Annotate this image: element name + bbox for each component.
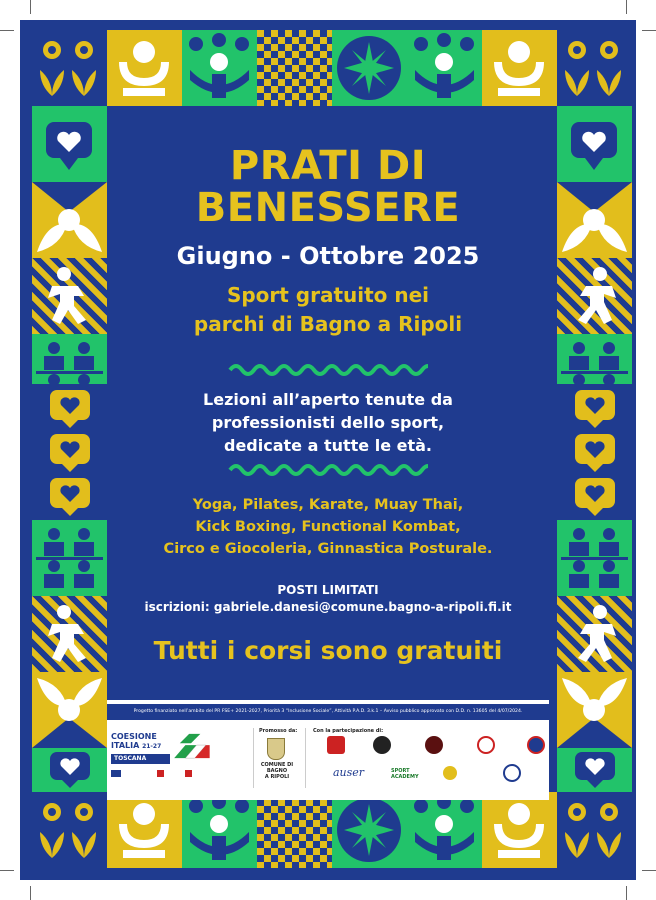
crop-mark xyxy=(626,886,627,900)
limited-seats: POSTI LIMITATI xyxy=(277,583,379,597)
tile-juggler xyxy=(182,792,257,868)
municipality-crest-icon xyxy=(267,738,285,760)
activities-line-1: Yoga, Pilates, Karate, Muay Thai, xyxy=(192,497,464,513)
coesione-line-2: ITALIA xyxy=(111,741,140,750)
subtitle-line-2: parchi di Bagno a Ripoli xyxy=(193,312,463,336)
wave-divider xyxy=(228,363,428,377)
partner-auser: auser xyxy=(333,766,365,779)
tile-group xyxy=(32,520,107,596)
sun-icon xyxy=(332,792,407,868)
leaves-icon xyxy=(32,672,107,748)
free-courses: Tutti i corsi sono gratuiti xyxy=(153,636,503,665)
title-line-1: PRATI DI xyxy=(229,143,427,189)
tile-person xyxy=(107,792,182,868)
wave-divider xyxy=(228,463,428,477)
leaves-icon xyxy=(557,182,632,258)
crop-mark xyxy=(30,886,31,900)
tile-sun xyxy=(332,30,407,106)
municipality-line-2: BAGNO xyxy=(266,768,288,774)
tile-person xyxy=(107,30,182,106)
tile-checker xyxy=(257,792,332,868)
tile-athlete xyxy=(557,596,632,672)
lessons-line-1: Lezioni all’aperto tenute da xyxy=(203,390,453,409)
tile-juggler xyxy=(182,30,257,106)
juggler-icon xyxy=(182,792,257,868)
crop-mark xyxy=(0,870,14,871)
tile-group xyxy=(557,520,632,596)
tile-leaves xyxy=(557,672,632,748)
crop-mark xyxy=(642,30,656,31)
tile-hearts xyxy=(32,384,107,516)
tile-athlete xyxy=(557,258,632,334)
sun-icon xyxy=(332,30,407,106)
tile-heart-bubble xyxy=(557,748,632,792)
tile-flowers xyxy=(32,792,107,868)
flower-icon xyxy=(32,30,107,106)
region-label: TOSCANA xyxy=(111,754,170,764)
person-icon xyxy=(482,792,557,868)
tile-leaves xyxy=(32,672,107,748)
signup-email: iscrizioni: gabriele.danesi@comune.bagno-a-ripoli.fi.it xyxy=(144,600,512,614)
tile-juggler xyxy=(407,30,482,106)
coesione-logo xyxy=(111,732,221,780)
partner-logo-2-icon xyxy=(373,736,391,754)
poster xyxy=(20,20,636,880)
group-icon xyxy=(32,520,107,596)
juggler-icon xyxy=(407,30,482,106)
flower-icon xyxy=(557,30,632,106)
partner-logo-5-icon xyxy=(527,736,545,754)
heart-bubble-icon xyxy=(557,106,632,182)
coesione-line-1: COESIONE xyxy=(111,732,157,741)
logos-strip xyxy=(107,724,549,794)
partner-logo-6-icon xyxy=(443,766,457,780)
tile-heart-bubble xyxy=(32,106,107,182)
footer-band xyxy=(107,700,549,800)
person-icon xyxy=(107,792,182,868)
activities-line-2: Kick Boxing, Functional Kombat, xyxy=(195,519,461,535)
crop-mark xyxy=(626,0,627,14)
municipality-line-1: COMUNE DI xyxy=(260,762,294,768)
tile-heart-bubble xyxy=(557,106,632,182)
leaves-icon xyxy=(557,672,632,748)
main-panel xyxy=(107,106,549,700)
tile-juggler xyxy=(407,792,482,868)
lessons-line-3: dedicate a tutte le età. xyxy=(224,436,432,455)
promoted-by-label: Promosso da: xyxy=(259,728,298,734)
tile-athlete xyxy=(32,596,107,672)
heart-bubble-icon xyxy=(557,748,632,792)
divider xyxy=(305,728,306,788)
heart-bubble-icon xyxy=(32,748,107,792)
athlete-icon xyxy=(32,258,107,334)
lessons-line-2: professionisti dello sport, xyxy=(211,413,445,432)
athlete-icon xyxy=(557,596,632,672)
athlete-icon xyxy=(32,596,107,672)
tile-hearts xyxy=(557,384,632,516)
athlete-icon xyxy=(557,258,632,334)
partner-logo-3-icon xyxy=(425,736,443,754)
group-icon xyxy=(557,520,632,596)
leaves-icon xyxy=(32,182,107,258)
tile-athlete xyxy=(32,258,107,334)
tile-sun xyxy=(332,792,407,868)
municipality-logo-text xyxy=(257,762,297,780)
eu-flag-icon xyxy=(111,770,121,777)
crop-mark xyxy=(642,870,656,871)
partner-logo-1-icon xyxy=(327,736,345,754)
participation-label: Con la partecipazione di: xyxy=(313,728,384,734)
activities-line-3: Circo e Giocoleria, Ginnastica Posturale. xyxy=(163,541,493,557)
juggler-icon xyxy=(407,792,482,868)
hearts-icon xyxy=(557,384,632,516)
event-dates: Giugno - Ottobre 2025 xyxy=(176,242,480,270)
person-icon xyxy=(107,30,182,106)
funding-note: Progetto finanziato nell’ambito del PR FSE+ 2021-2027, Priorità 3 “Inclusione Sociale”, Attività P.A.D. 3.k.1 – Avviso pubblico approvato con D.D. n. 13605 del 4/07/2024. xyxy=(107,704,549,720)
tile-checker xyxy=(257,30,332,106)
hearts-icon xyxy=(32,384,107,516)
tile-flowers xyxy=(557,30,632,106)
heart-bubble-icon xyxy=(32,106,107,182)
tile-heart-bubble xyxy=(32,748,107,792)
flower-icon xyxy=(557,792,632,868)
region-emblem-icon xyxy=(185,770,192,777)
municipality-line-3: A RIPOLI xyxy=(264,774,290,780)
coesione-title xyxy=(111,732,161,751)
crop-mark xyxy=(0,30,14,31)
divider xyxy=(253,728,254,788)
partner-logo-4-icon xyxy=(477,736,495,754)
subtitle-line-1: Sport gratuito nei xyxy=(226,283,430,307)
republic-emblem-icon xyxy=(157,770,164,777)
tile-flowers xyxy=(557,792,632,868)
tile-person xyxy=(482,30,557,106)
tile-flowers xyxy=(32,30,107,106)
title-line-2: BENESSERE xyxy=(195,185,461,231)
crop-mark xyxy=(30,0,31,14)
juggler-icon xyxy=(182,30,257,106)
coesione-arrows-icon xyxy=(171,732,211,760)
person-icon xyxy=(482,30,557,106)
tile-leaves xyxy=(32,182,107,258)
coesione-years: 21-27 xyxy=(142,743,162,750)
tile-person xyxy=(482,792,557,868)
flower-icon xyxy=(32,792,107,868)
tile-leaves xyxy=(557,182,632,258)
partner-logo-7-icon xyxy=(503,764,521,782)
partner-sport-academy: SPORT ACADEMY xyxy=(391,768,419,780)
